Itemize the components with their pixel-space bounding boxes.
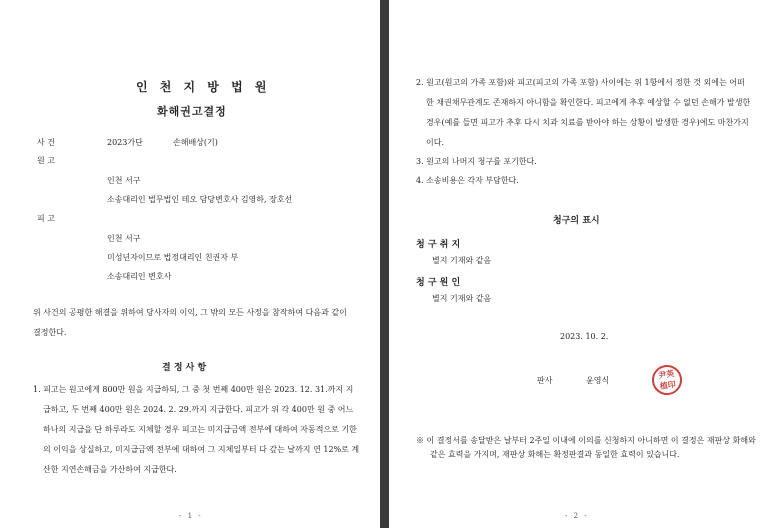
document-page-2 — [389, 0, 768, 528]
judge-seal-stamp — [650, 363, 684, 397]
claim-purpose-text: 별지 기재와 같음 — [432, 256, 492, 265]
defendant-counsel: 소송대리인 변호사 — [107, 272, 172, 281]
page-number: - 1 - — [179, 512, 203, 520]
decision-section-title: 결 정 사 항 — [162, 363, 207, 373]
court-name: 인 천 지 방 법 원 — [136, 80, 271, 94]
judge-name: 윤영식 — [586, 376, 610, 385]
defendant-label: 피 고 — [37, 214, 55, 223]
document-title: 화해권고결정 — [157, 105, 227, 118]
case-label: 사 건 — [37, 138, 55, 147]
intro-paragraph: 위 사건의 공평한 해결을 위하여 당사자의 이익, 그 밖의 모든 사정을 참작하여 다음과 같이 결정한다. — [33, 308, 347, 337]
document-page-1 — [0, 0, 380, 528]
claims-section-title: 청구의 표시 — [553, 216, 600, 226]
judge-label: 판사 — [537, 376, 553, 385]
plaintiff-address: 인천 서구 — [107, 176, 141, 185]
defendant-guardian: 미성년자이므로 법정대리인 친권자 부 — [107, 253, 239, 262]
decision-date: 2023. 10. 2. — [560, 332, 609, 341]
case-number: 2023가단 — [107, 138, 143, 147]
decision-item-4: 4. 소송비용은 각자 부담한다. — [416, 176, 519, 185]
decision-item-1: 1. 피고는 원고에게 800만 원을 지급하되, 그 중 첫 번째 400만 원은 2023. 12. 31.까지 지급하고, 두 번째 400만 원은 2024. 2. 29.까지 지급한다. 피고가 위 각 400만 원 중 어느 하나의 지급을 단 하루라도 지체할 경우 피고는 미지급금액 전부에 대하여 자동적으로 기한의 이익을 상실하고, 미지급금액 전부에 대하여 그 지체일부터 다 갚는 날까지 연 12%로 계산한 지연손해금을 가산하여 지급한다. — [33, 385, 360, 474]
claim-purpose-label: 청 구 취 지 — [416, 240, 461, 250]
notice-text: ※ 이 결정서를 송달받은 날부터 2주일 이내에 이의를 신청하지 아니하면 이 결정은 재판상 화해와 같은 효력을 가지며, 재판상 화해는 확정판결과 동일한 효력이 있습니다. — [416, 436, 756, 459]
claim-cause-label: 청 구 원 인 — [416, 278, 461, 288]
decision-item-2: 2. 원고(원고의 가족 포함)와 피고(피고의 가족 포함) 사이에는 위 1항에서 정한 것 외에는 어떠한 채권채무관계도 존재하지 아니함을 확인한다. 피고에게 추후 예상할 수 없던 손해가 발생한 경우(예를 들면 피고가 추후 다시 치과 치료를 받아야 하는 상황이 발생한 경우)에도 마찬가지이다. — [416, 78, 751, 147]
plaintiff-label: 원 고 — [37, 156, 55, 165]
claim-cause-text: 별지 기재와 같음 — [432, 294, 492, 303]
plaintiff-counsel: 소송대리인 법무법인 테오 담당변호사 김영하, 장호선 — [107, 195, 293, 204]
seal-text: 尹英植印 — [657, 368, 677, 392]
case-name: 손해배상(기) — [173, 138, 218, 147]
page-number: - 2 - — [565, 512, 589, 520]
defendant-address: 인천 서구 — [107, 234, 141, 243]
decision-item-3: 3. 원고의 나머지 청구를 포기한다. — [416, 157, 537, 166]
